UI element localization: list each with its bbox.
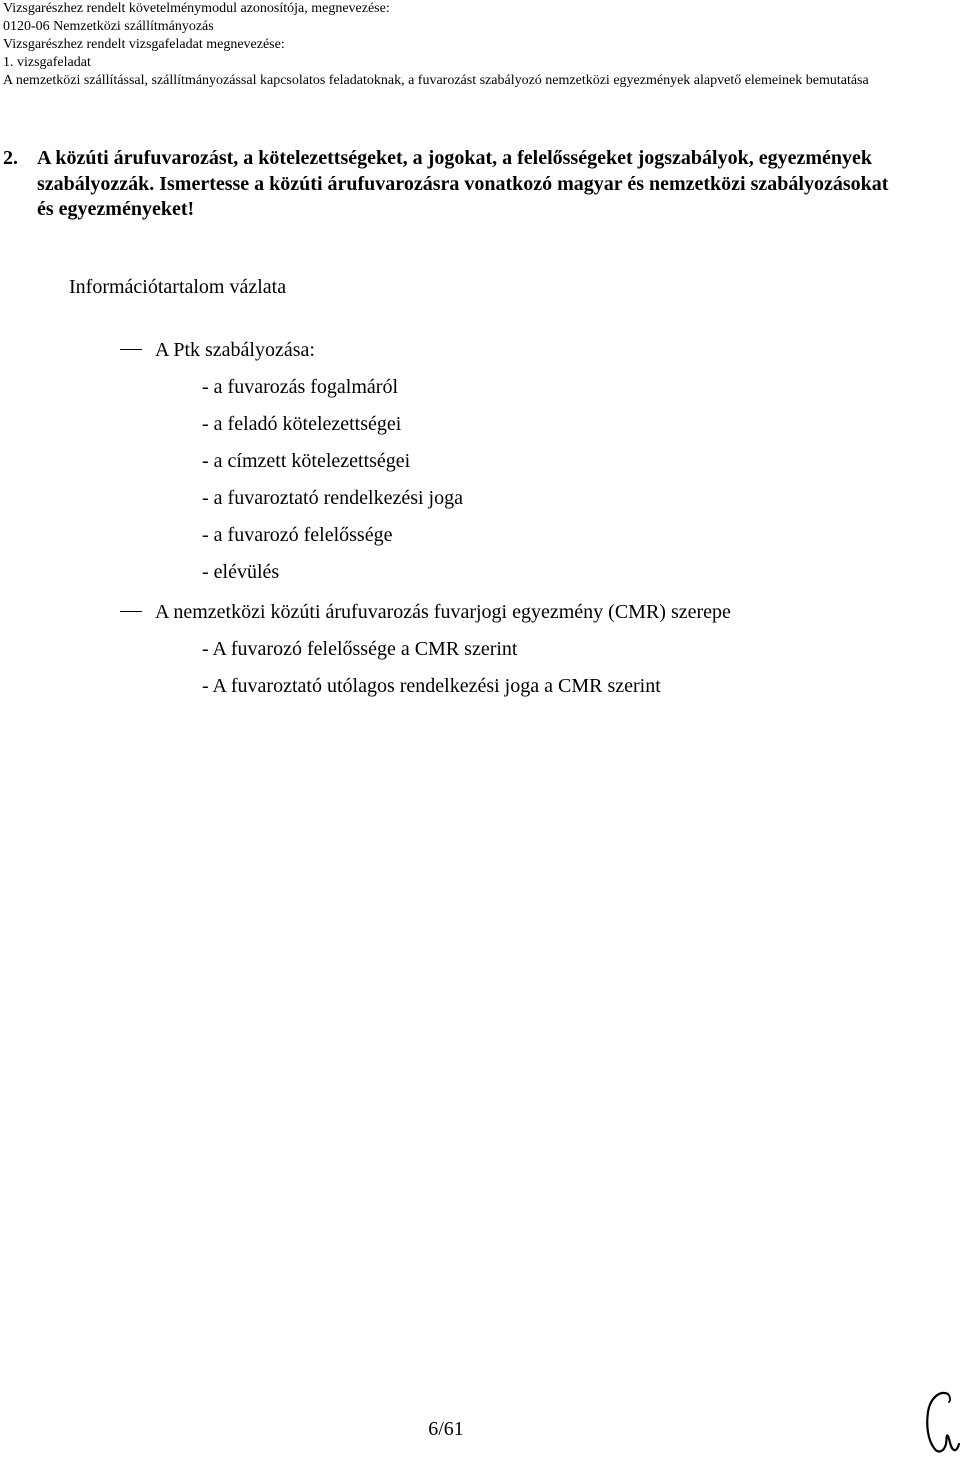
section-heading-row	[0, 600, 960, 637]
exam-question	[3, 146, 903, 223]
section-heading: A nemzetközi közúti árufuvarozás fuvarjogi egyezmény (CMR) szerepe	[155, 601, 731, 623]
list-item: - A fuvaroztató utólagos rendelkezési joga a CMR szerint	[202, 675, 661, 697]
dash-bullet-icon	[120, 611, 142, 612]
module-name: 0120-06 Nemzetközi szállítmányozás	[3, 19, 214, 34]
list-item: - a feladó kötelezettségei	[202, 413, 402, 435]
section-heading: A Ptk szabályozása:	[155, 339, 315, 361]
question-number: 2.	[3, 147, 18, 169]
task-number: 1. vizsgafeladat	[3, 55, 91, 70]
outline-section-cmr	[0, 600, 960, 711]
handwritten-initial-signature-icon	[918, 1388, 960, 1458]
list-item: - a fuvarozó felelőssége	[202, 524, 393, 546]
section-heading-row	[0, 338, 960, 375]
question-text: A közúti árufuvarozást, a kötelezettségeket, a jogokat, a felelősségeket jogszabályok, egyezmények szabályozzák. Ismertesse a közúti árufuvarozásra vonatkozó magyar és nemzetközi szabályozásokat és egyezményeket!	[37, 147, 889, 220]
list-item: - elévülés	[202, 561, 280, 583]
outline-section-ptk	[0, 338, 960, 597]
outline-title: Információtartalom vázlata	[69, 276, 287, 298]
document-header	[3, 0, 953, 90]
task-label: Vizsgarészhez rendelt vizsgafeladat megnevezése:	[3, 37, 285, 52]
dash-bullet-icon	[120, 349, 142, 350]
list-item: - a fuvarozás fogalmáról	[202, 376, 399, 398]
list-item: - a fuvaroztató rendelkezési joga	[202, 487, 463, 509]
list-item: - A fuvarozó felelőssége a CMR szerint	[202, 638, 518, 660]
task-description: A nemzetközi szállítással, szállítmányozással kapcsolatos feladatoknak, a fuvarozást szabályozó nemzetközi egyezmények alapvető elemeinek bemutatása	[3, 73, 869, 88]
module-label: Vizsgarészhez rendelt követelménymodul azonosítója, megnevezése:	[3, 1, 390, 16]
page-number: 6/61	[428, 1418, 464, 1440]
list-item: - a címzett kötelezettségei	[202, 450, 411, 472]
